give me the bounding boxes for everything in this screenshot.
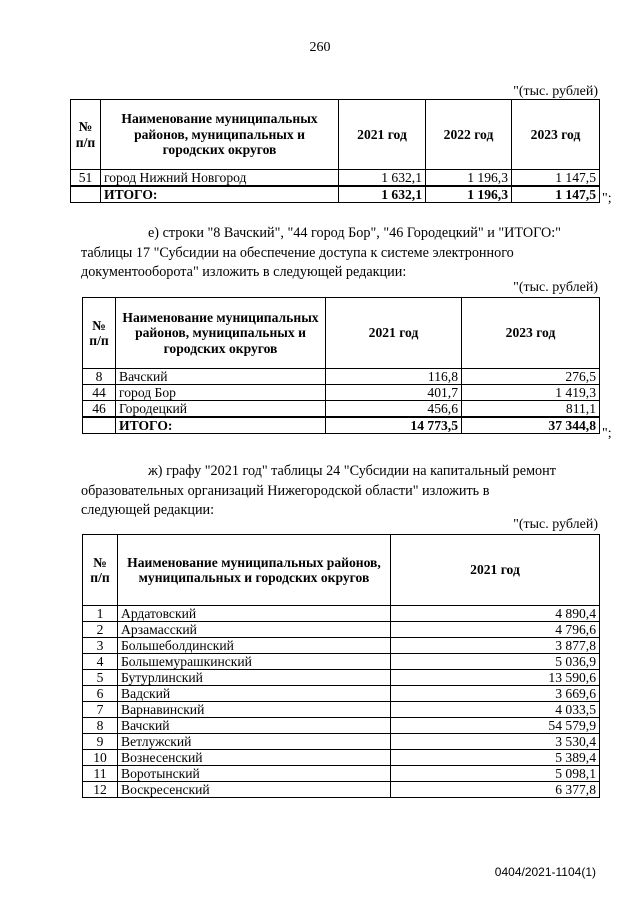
cell-num: 11 [83, 766, 118, 782]
cell-2021: 5 389,4 [391, 750, 600, 766]
table-row [83, 369, 600, 385]
header-2023: 2023 год [462, 298, 600, 369]
header-2023: 2023 год [512, 100, 600, 170]
cell-2021: 13 590,6 [391, 670, 600, 686]
table-row [83, 401, 600, 418]
total-row [83, 417, 600, 434]
total-2021: 1 632,1 [339, 186, 426, 203]
paragraph-e-line-2: таблицы 17 "Субсидии на обеспечение доступа к системе электронного [81, 244, 514, 261]
cell-2021: 3 877,8 [391, 638, 600, 654]
cell-name: Вознесенский [118, 750, 391, 766]
cell-2021: 6 377,8 [391, 782, 600, 798]
cell-2023: 276,5 [462, 369, 600, 385]
document-code: 0404/2021-1104(1) [494, 865, 596, 879]
cell-name: Вачский [116, 369, 326, 385]
cell-name: Ардатовский [118, 606, 391, 622]
table-3 [82, 534, 600, 798]
cell-2021: 4 890,4 [391, 606, 600, 622]
cell-num: 12 [83, 782, 118, 798]
cell-name: Воротынский [118, 766, 391, 782]
cell-num: 7 [83, 702, 118, 718]
cell-num: 8 [83, 369, 116, 385]
table-1 [70, 99, 600, 203]
cell-2021: 54 579,9 [391, 718, 600, 734]
table-2 [82, 297, 600, 434]
cell-name: город Нижний Новгород [101, 170, 339, 187]
paragraph-zh-line-1: ж) графу "2021 год" таблицы 24 "Субсидии на капитальный ремонт [148, 463, 556, 479]
cell-name: Городецкий [116, 401, 326, 418]
cell-num: 6 [83, 686, 118, 702]
table-row [83, 654, 600, 670]
total-2023: 1 147,5 [512, 186, 600, 203]
paragraph-e [81, 224, 598, 283]
total-2023: 37 344,8 [462, 417, 600, 434]
cell-name: Вачский [118, 718, 391, 734]
unit-label-2: "(тыс. рублей) [513, 280, 598, 295]
cell-2021: 3 530,4 [391, 734, 600, 750]
header-num: № п/п [71, 100, 101, 170]
total-label: ИТОГО: [116, 417, 326, 434]
table-row [83, 766, 600, 782]
cell-name: Ветлужский [118, 734, 391, 750]
cell-2021: 116,8 [326, 369, 462, 385]
cell-name: Воскресенский [118, 782, 391, 798]
cell-2023: 1 419,3 [462, 385, 600, 401]
cell-name: Арзамасский [118, 622, 391, 638]
total-2022: 1 196,3 [426, 186, 512, 203]
cell-2023: 811,1 [462, 401, 600, 418]
cell-num: 4 [83, 654, 118, 670]
cell-name: Вадский [118, 686, 391, 702]
unit-label-3: "(тыс. рублей) [513, 517, 598, 532]
header-2021: 2021 год [339, 100, 426, 170]
cell-2021: 456,6 [326, 401, 462, 418]
total-2021: 14 773,5 [326, 417, 462, 434]
cell-2022: 1 196,3 [426, 170, 512, 187]
cell-2021: 401,7 [326, 385, 462, 401]
cell-2021: 4 796,6 [391, 622, 600, 638]
header-name: Наименование муниципальных районов, муниципальных и городских округов [118, 535, 391, 606]
cell-name: Варнавинский [118, 702, 391, 718]
cell-num: 51 [71, 170, 101, 187]
cell-num: 9 [83, 734, 118, 750]
paragraph-zh-line-2: образовательных организаций Нижегородской области" изложить в [81, 482, 490, 499]
unit-label-1: "(тыс. рублей) [513, 84, 598, 99]
table-row [83, 385, 600, 401]
header-2022: 2022 год [426, 100, 512, 170]
cell-2023: 1 147,5 [512, 170, 600, 187]
table-row [83, 670, 600, 686]
closing-mark-2: "; [602, 426, 612, 441]
table-row [83, 702, 600, 718]
cell-num: 8 [83, 718, 118, 734]
cell-name: Большеболдинский [118, 638, 391, 654]
table-row [83, 782, 600, 798]
cell-name: Бутурлинский [118, 670, 391, 686]
cell-num: 10 [83, 750, 118, 766]
paragraph-e-line-3: документооборота" изложить в следующей редакции: [81, 264, 407, 280]
cell-2021: 4 033,5 [391, 702, 600, 718]
paragraph-e-line-1: е) строки "8 Вачский", "44 город Бор", "46 Городецкий" и "ИТОГО:" [148, 225, 561, 241]
cell-2021: 1 632,1 [339, 170, 426, 187]
paragraph-zh [81, 462, 598, 521]
table-row [83, 718, 600, 734]
cell-num: 46 [83, 401, 116, 418]
table-row [83, 638, 600, 654]
cell-num: 5 [83, 670, 118, 686]
cell-2021: 5 036,9 [391, 654, 600, 670]
paragraph-zh-line-3: следующей редакции: [81, 502, 215, 518]
table-row [83, 686, 600, 702]
header-2021: 2021 год [391, 535, 600, 606]
header-name: Наименование муниципальных районов, муниципальных и городских округов [101, 100, 339, 170]
closing-mark-1: "; [602, 191, 612, 206]
header-2021: 2021 год [326, 298, 462, 369]
table-row [83, 750, 600, 766]
cell-num: 44 [83, 385, 116, 401]
table-row [71, 170, 600, 187]
header-num: № п/п [83, 535, 118, 606]
cell-name: Большемурашкинский [118, 654, 391, 670]
total-row [71, 186, 600, 203]
page-number: 260 [309, 40, 331, 55]
header-name: Наименование муниципальных районов, муниципальных и городских округов [116, 298, 326, 369]
cell-num: 1 [83, 606, 118, 622]
cell-2021: 5 098,1 [391, 766, 600, 782]
cell-num: 3 [83, 638, 118, 654]
cell-num: 2 [83, 622, 118, 638]
table-row [83, 622, 600, 638]
table-row [83, 734, 600, 750]
table-row [83, 606, 600, 622]
cell-name: город Бор [116, 385, 326, 401]
cell-2021: 3 669,6 [391, 686, 600, 702]
total-label: ИТОГО: [101, 186, 339, 203]
header-num: № п/п [83, 298, 116, 369]
